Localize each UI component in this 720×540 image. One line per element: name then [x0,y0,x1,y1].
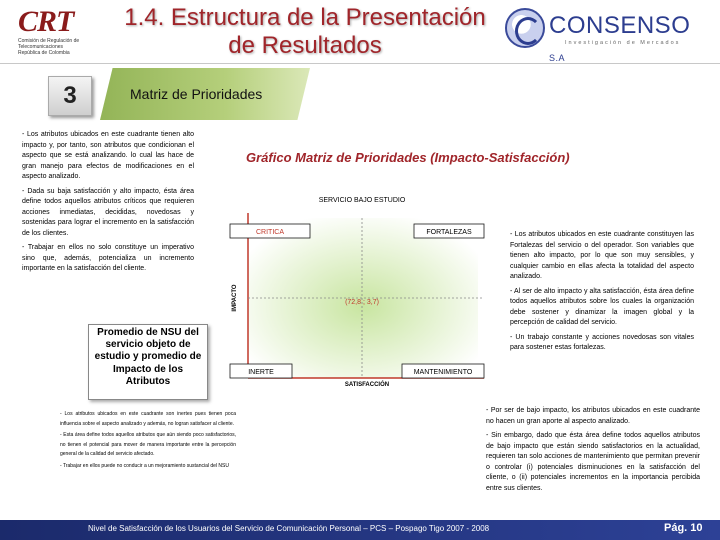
center-point-label: (72,8 ; 3,7) [345,299,379,306]
mantenimiento-bullets [486,406,700,498]
chart-header-label: SERVICIO BAJO ESTUDIO [318,197,406,204]
left-bullet-3: - Trabajar en ellos no solo constituye un imperativo sino que, además, potencializa un incremento importante en la satisfacción del cliente. [22,244,194,272]
inerte-bullet-3: - Trabajar en ellos puede no conducir a un mejoramiento sustancial del NSU [60,462,229,469]
quadrant-inerte-label: INERTE [248,369,274,376]
consenso-globe-icon [505,8,545,48]
crt-logo-subtitle: Comisión de Regulación de Telecomunicaciones República de Colombia [18,38,80,56]
fortalezas-bullets [510,230,694,358]
fortalezas-bullet-1: - Los atributos ubicados en este cuadrante constituyen las Fortalezas del servicio o del operador. Son variables que tienen alto impacto, por lo que son muy sensibles, y cualquier cambio en ellas afecta la totalidad del aspecto analizado. [510,231,694,280]
nsu-callout-box: Promedio de NSU del servicio objeto de estudio y promedio de Impacto de los Atributos [88,324,208,400]
consenso-logo [505,8,713,63]
inerte-bullet-2: - Esta área define todos aquellos atributos que aún siendo poco satisfactorios, no tienen el potencial para mover de manera importante entre la percepción general de la calidad del servicio afectado. [60,432,236,457]
fortalezas-bullet-2: - Al ser de alto impacto y alta satisfacción, ésta área define todos aquellos atributos sobre los cuales la organización debe sostener y dinamizar la imagen global y la percepción de calidad del servicio. [510,287,694,326]
y-axis-label: IMPACTO [232,284,238,312]
inerte-bullet-1: - Los atributos ubicados en este cuadrante son inertes pues tienen poca influencia sobre el aspecto analizado y además, no logran satisfacer al cliente. [60,411,236,427]
x-axis-label: SATISFACCIÓN [344,382,390,388]
header-divider [0,63,720,64]
consenso-tagline: Investigación de Mercados [565,40,681,46]
left-bullet-1: - Los atributos ubicados en este cuadrante tienen alto impacto y, por tanto, son atributos que condicionan el aspecto que se está analizando. lo cual las hace de gran manejo para efectos de modificaciones en el aspecto analizado. [22,131,194,180]
quadrant-fortalezas-label: FORTALEZAS [426,229,472,236]
priority-matrix-chart [222,188,492,388]
left-bullets [22,130,194,279]
section-number: 3 [48,76,92,116]
crt-logo-mark: CRT [18,5,74,38]
page-title: 1.4. Estructura de la Presentación de Resultados [124,4,486,59]
section-title: Matriz de Prioridades [130,86,263,102]
page-number: Pág. 10 [664,522,703,534]
mantenimiento-bullet-2: - Sin embargo, dado que ésta área define todos aquellos atributos de bajo impacto que están siendo satisfactorios en la actualidad, requieren tan solo acciones de mantenimiento que permitan prevenir o controlar (i) potenciales disminuciones en la satisfacción del cliente, o (ii) potenciales incrementos en la importancia percibida entre sus clientes. [486,432,700,492]
inerte-bullets [60,410,236,473]
mantenimiento-bullet-1: - Por ser de bajo impacto, los atributos ubicados en este cuadrante no hacen un gran aporte al aspecto analizado. [486,407,700,425]
quadrant-mantenimiento-label: MANTENIMIENTO [413,369,473,376]
footer-text: Nivel de Satisfacción de los Usuarios del Servicio de Comunicación Personal – PCS – Pospago Tigo 2007 - 2008 [88,524,490,533]
fortalezas-bullet-3: - Un trabajo constante y acciones novedosas son vitales para sostener estas fortalezas. [510,333,694,351]
quadrant-critica-label: CRITICA [256,229,284,236]
chart-plot-area [248,218,478,378]
consenso-suffix: S.A [549,53,566,63]
chart-title: Gráfico Matriz de Prioridades (Impacto-Satisfacción) [246,150,570,165]
left-bullet-2: - Dada su baja satisfacción y alto impacto, ésta área define todos aquellos atributos críticos que requieren acciones inmediatas, decididas, novedosas y sostenidas para lograr el incremento en la satisfacción de los clientes. [22,187,194,237]
crt-logo [18,6,98,62]
consenso-name-text: CONSENSO [549,12,691,39]
